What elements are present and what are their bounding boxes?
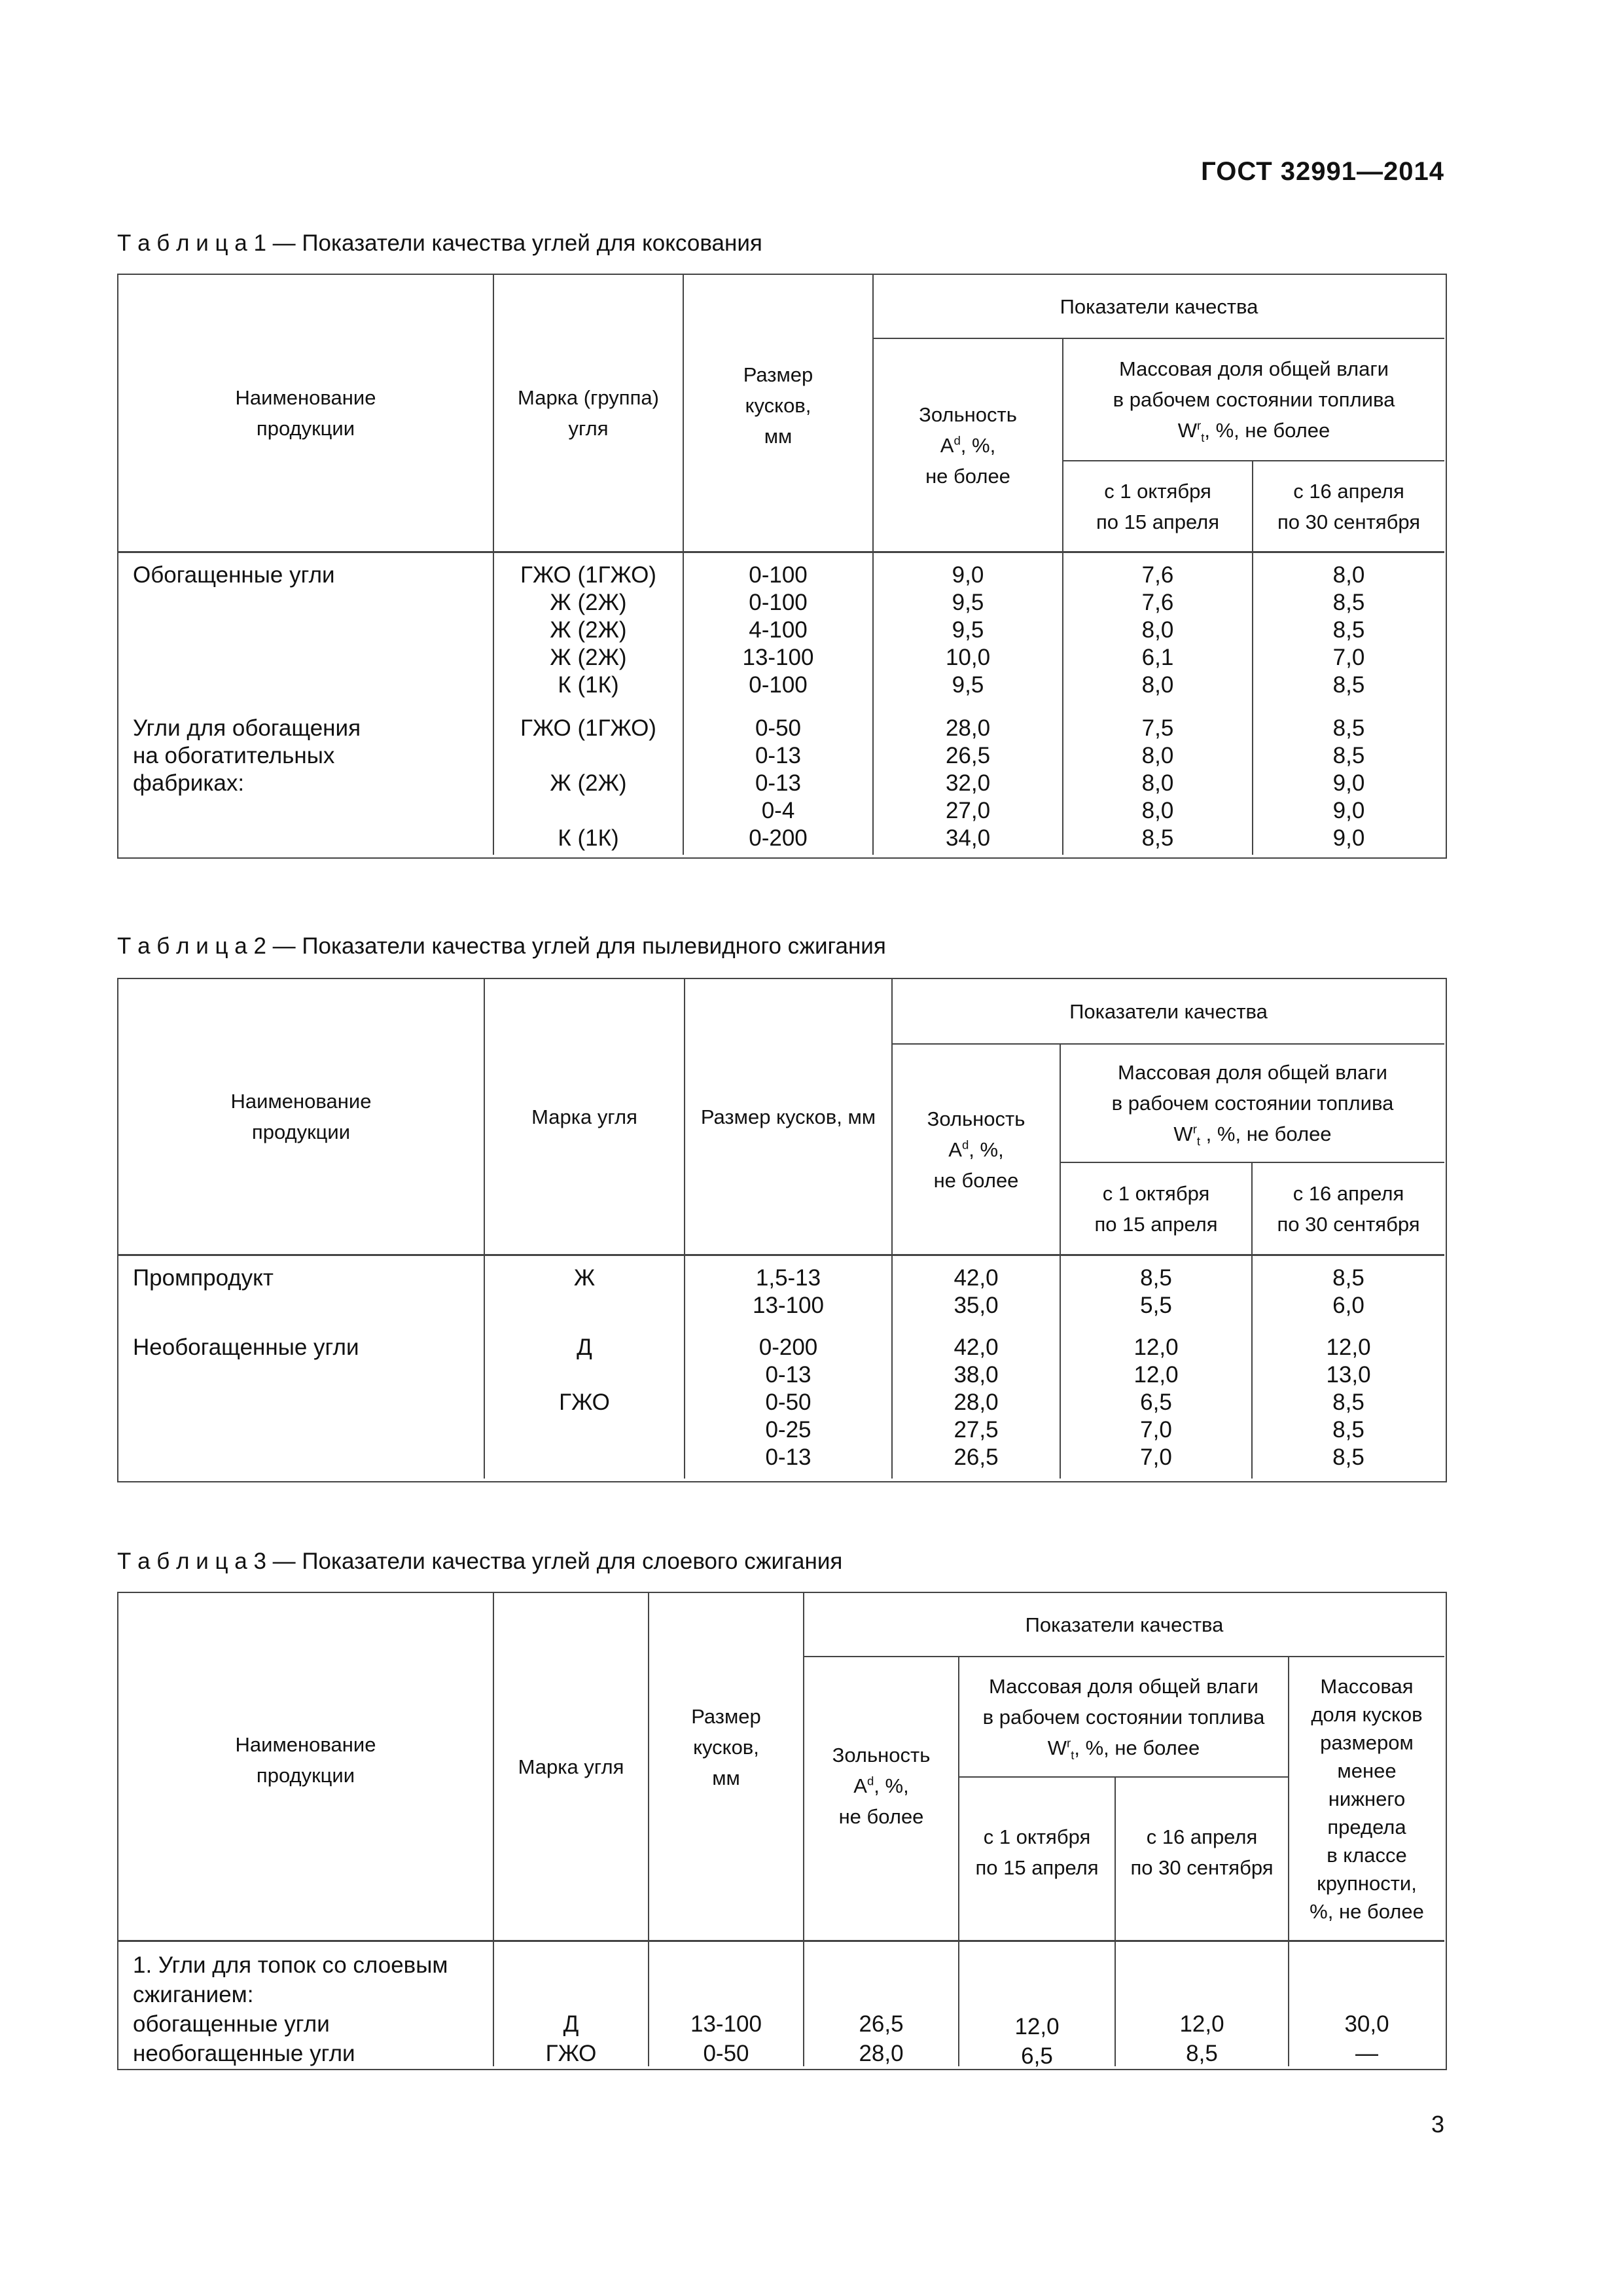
table3-row-ash: 26,5 28,0 xyxy=(859,2011,904,2066)
table3-row-marks: Д ГЖО xyxy=(545,2011,597,2066)
table2 xyxy=(117,978,1447,1482)
table3-header-name: Наименование продукции xyxy=(235,1733,376,1787)
table2-header-mark: Марка угля xyxy=(531,1105,637,1128)
table2-group2-marks: Д ГЖО xyxy=(559,1335,610,1415)
table2-group1-sizes: 1,5-13 13-100 xyxy=(753,1265,824,1318)
table1-group2-sizes: 0-50 0-13 0-13 0-4 0-200 xyxy=(749,715,808,851)
table2-group2-apr: 12,0 13,0 8,5 8,5 8,5 xyxy=(1326,1335,1371,1470)
table3-header-moisture: Массовая доля общей влаги в рабочем состоянии топлива $W^r_t$, %, не более xyxy=(982,1674,1265,1762)
table2-header-size: Размер кусков, мм xyxy=(700,1105,876,1128)
table3-header-size: Размер кусков, мм xyxy=(691,1704,761,1789)
table2-header-oct-apr: с 1 октября по 15 апреля xyxy=(1094,1181,1218,1236)
table1-group2-name: Угли для обогащения на обогатительных фабриках: xyxy=(133,715,361,796)
table3-row-oct: 12,0 6,5 xyxy=(1014,2014,1060,2069)
table2-group2-ash: 42,0 38,0 28,0 27,5 26,5 xyxy=(954,1335,999,1470)
table1-caption: Т а б л и ц а 1 — Показатели качества углей для коксования xyxy=(117,230,762,256)
table2-header-name: Наименование продукции xyxy=(230,1090,372,1143)
page-number: 3 xyxy=(1431,2111,1444,2138)
table2-header-moisture: Массовая доля общей влаги в рабочем состоянии топлива $W^r_t$ , %, не более xyxy=(1111,1061,1394,1149)
table3-header-apr-sep: с 16 апреля по 30 сентября xyxy=(1130,1825,1274,1879)
table1-header-apr-sep: с 16 апреля по 30 сентября xyxy=(1277,479,1420,533)
table3-row-names: 1. Угли для топок со слоевым сжиганием: обогащенные угли необогащенные угли xyxy=(133,1952,448,2066)
table1-group1-name: Обогащенные угли xyxy=(133,562,335,588)
table1-header-oct-apr: с 1 октября по 15 апреля xyxy=(1096,479,1220,533)
table1-group2-marks: ГЖО (1ГЖО) Ж (2Ж) К (1К) xyxy=(520,715,656,851)
table1-group2-oct: 7,5 8,0 8,0 8,0 8,5 xyxy=(1141,715,1174,851)
table2-group2-sizes: 0-200 0-13 0-50 0-25 0-13 xyxy=(758,1335,818,1470)
table2-group1-oct: 8,5 5,5 xyxy=(1140,1265,1172,1318)
table1-group2-ash: 28,0 26,5 32,0 27,0 34,0 xyxy=(945,715,991,851)
table3 xyxy=(117,1592,1447,2070)
table3-caption: Т а б л и ц а 3 — Показатели качества углей для слоевого сжигания xyxy=(117,1549,843,1574)
table2-header-apr-sep: с 16 апреля по 30 сентября xyxy=(1277,1181,1420,1236)
table1-header-size: Размер кусков, мм xyxy=(743,363,813,448)
table2-group1-name: Промпродукт xyxy=(133,1265,274,1291)
table1-group1-sizes: 0-100 0-100 4-100 13-100 0-100 xyxy=(742,562,814,698)
table1-group2-apr: 8,5 8,5 9,0 9,0 9,0 xyxy=(1332,715,1365,851)
table1-group1-oct: 7,6 7,6 8,0 6,1 8,0 xyxy=(1141,562,1174,698)
table3-row-apr: 12,0 8,5 xyxy=(1179,2011,1224,2066)
table1-group1-marks: ГЖО (1ГЖО) Ж (2Ж) Ж (2Ж) Ж (2Ж) К (1К) xyxy=(520,562,656,698)
table2-group1-marks: Ж xyxy=(573,1265,596,1291)
table1-header-ash: Зольность $A^d$, %, не более xyxy=(919,403,1017,488)
table3-row-fines: 30,0 — xyxy=(1344,2011,1389,2066)
table3-row-sizes: 13-100 0-50 xyxy=(690,2011,762,2066)
table2-group2-name: Необогащенные угли xyxy=(133,1335,359,1360)
table3-header-mark: Марка угля xyxy=(518,1755,624,1778)
table2-group1-apr: 8,5 6,0 xyxy=(1332,1265,1364,1318)
table1 xyxy=(117,274,1447,859)
table1-header-name: Наименование продукции xyxy=(235,386,376,440)
table1-group1-apr: 8,0 8,5 8,5 7,0 8,5 xyxy=(1332,562,1365,698)
table3-header-quality: Показатели качества xyxy=(1025,1613,1224,1636)
table1-header-quality: Показатели качества xyxy=(1060,295,1258,318)
table2-group1-ash: 42,0 35,0 xyxy=(954,1265,999,1318)
table2-header-quality: Показатели качества xyxy=(1069,999,1268,1023)
table2-header-ash: Зольность $A^d$, %, не более xyxy=(927,1107,1026,1192)
table2-caption: Т а б л и ц а 2 — Показатели качества углей для пылевидного сжигания xyxy=(117,933,886,959)
table1-header-moisture: Массовая доля общей влаги в рабочем состоянии топлива $W^r_t$, %, не более xyxy=(1113,357,1395,445)
table3-header-fines: Массовая доля кусков размером менее нижнего предела в классе крупности, %, не более xyxy=(1310,1674,1424,1923)
table3-header-oct-apr: с 1 октября по 15 апреля xyxy=(975,1825,1099,1879)
table1-group1-ash: 9,0 9,5 9,5 10,0 9,5 xyxy=(945,562,991,698)
document-id: ГОСТ 32991—2014 xyxy=(1201,157,1444,186)
table3-header-ash: Зольность $A^d$, %, не более xyxy=(832,1743,931,1828)
table1-header-mark: Марка (группа) угля xyxy=(518,386,659,440)
table2-group2-oct: 12,0 12,0 6,5 7,0 7,0 xyxy=(1133,1335,1179,1470)
